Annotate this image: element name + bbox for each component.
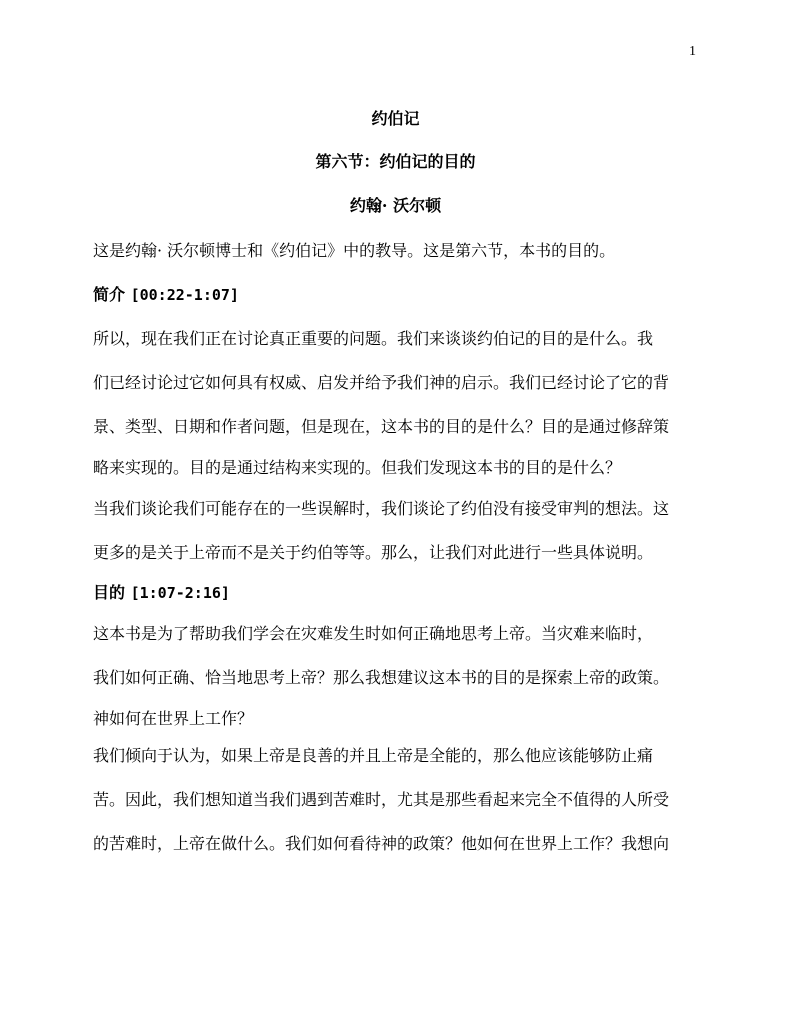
intro-paragraph: 这是约翰· 沃尔顿博士和《约伯记》中的教导。这是第六节，本书的目的。	[93, 241, 616, 260]
section-timestamp: [1:07-2:16]	[130, 584, 230, 602]
paragraph-line: 神如何在世界上工作？	[93, 709, 254, 728]
paragraph-line: 这本书是为了帮助我们学会在灾难发生时如何正确地思考上帝。当灾难来临时，	[93, 624, 654, 643]
paragraph-line: 当我们谈论我们可能存在的一些误解时，我们谈论了约伯没有接受审判的想法。这	[93, 499, 670, 518]
paragraph-line: 我们倾向于认为，如果上帝是良善的并且上帝是全能的，那么他应该能够防止痛	[93, 746, 654, 765]
page-number: 1	[689, 44, 696, 59]
document-author: 约翰· 沃尔顿	[349, 196, 442, 215]
paragraph-line: 所以，现在我们正在讨论真正重要的问题。我们来谈谈约伯记的目的是什么。我	[93, 329, 654, 348]
paragraph-line: 苦。因此，我们想知道当我们遇到苦难时，尤其是那些看起来完全不值得的人所受	[93, 790, 670, 809]
paragraph-line: 景、类型、日期和作者问题，但是现在，这本书的目的是什么？目的是通过修辞策	[93, 417, 670, 436]
paragraph-line: 的苦难时，上帝在做什么。我们如何看待神的政策？他如何在世界上工作？我想向	[93, 834, 670, 853]
paragraph-line: 略来实现的。目的是通过结构来实现的。但我们发现这本书的目的是什么？	[93, 458, 622, 477]
paragraph-line: 我们如何正确、恰当地思考上帝？那么我想建议这本书的目的是探索上帝的政策。	[93, 668, 670, 687]
section-heading-intro	[93, 285, 239, 305]
section-heading-label: 简介	[93, 285, 126, 304]
section-heading-label: 目的	[93, 583, 126, 602]
document-subtitle: 第六节：约伯记的目的	[315, 152, 476, 171]
section-timestamp: [00:22-1:07]	[130, 286, 239, 304]
section-heading-purpose	[93, 583, 230, 603]
paragraph-line: 更多的是关于上帝而不是关于约伯等等。那么，让我们对此进行一些具体说明。	[93, 543, 654, 562]
document-title: 约伯记	[371, 109, 420, 128]
paragraph-line: 们已经讨论过它如何具有权威、启发并给予我们神的启示。我们已经讨论了它的背	[93, 373, 670, 392]
